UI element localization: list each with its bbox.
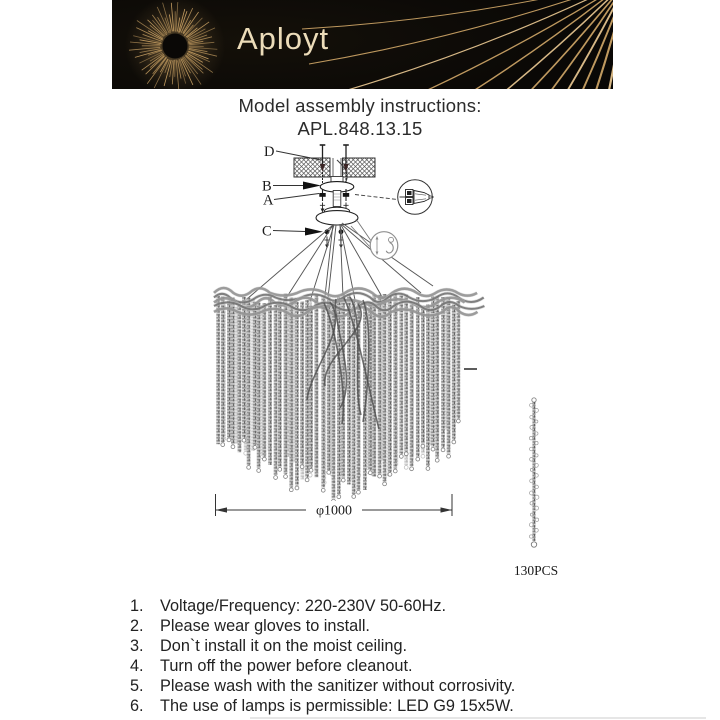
diameter-dimension: φ1000 xyxy=(315,503,353,519)
instruction-text: The use of lamps is permissible: LED G9 15x5W. xyxy=(160,696,514,715)
connector-detail xyxy=(398,180,434,215)
label-d: D xyxy=(264,144,275,160)
crystal-strand-sample xyxy=(529,398,539,547)
strand-count-label: 130PCS xyxy=(513,563,559,578)
instruction-text: Don`t install it on the moist ceiling. xyxy=(160,636,408,655)
instruction-number: 4. xyxy=(130,656,144,675)
label-b: B xyxy=(262,178,272,195)
instruction-number: 6. xyxy=(130,696,144,715)
suspension-wires xyxy=(247,223,433,303)
page-title: Model assembly instructions: xyxy=(238,95,482,116)
instruction-item xyxy=(130,697,610,717)
instruction-item xyxy=(130,677,610,697)
instruction-text: Please wear gloves to install. xyxy=(160,616,370,635)
instruction-item xyxy=(130,617,610,637)
instruction-number: 1. xyxy=(130,597,144,615)
connector-leader-line xyxy=(355,195,398,200)
instruction-item xyxy=(130,637,610,657)
instruction-text: Turn off the power before cleanout. xyxy=(160,656,413,675)
instruction-number: 5. xyxy=(130,676,144,695)
label-c: C xyxy=(262,223,272,240)
model-number: APL.848.13.15 xyxy=(297,118,423,139)
label-a: A xyxy=(263,192,274,209)
instructions-list xyxy=(130,597,610,716)
instruction-text: Voltage/Frequency: 220-230V 50-60Hz. xyxy=(160,597,447,615)
instruction-item xyxy=(130,657,610,677)
instruction-item xyxy=(130,597,610,617)
brand-logo-text: Aployt xyxy=(237,21,330,56)
instruction-text: Please wash with the sanitizer without corrosivity. xyxy=(160,676,516,695)
canopy-ring xyxy=(320,177,354,193)
chandelier-drawing xyxy=(214,288,484,503)
page-edge-shadow xyxy=(250,717,706,719)
instruction-number: 3. xyxy=(130,636,144,655)
instruction-number: 2. xyxy=(130,616,144,635)
